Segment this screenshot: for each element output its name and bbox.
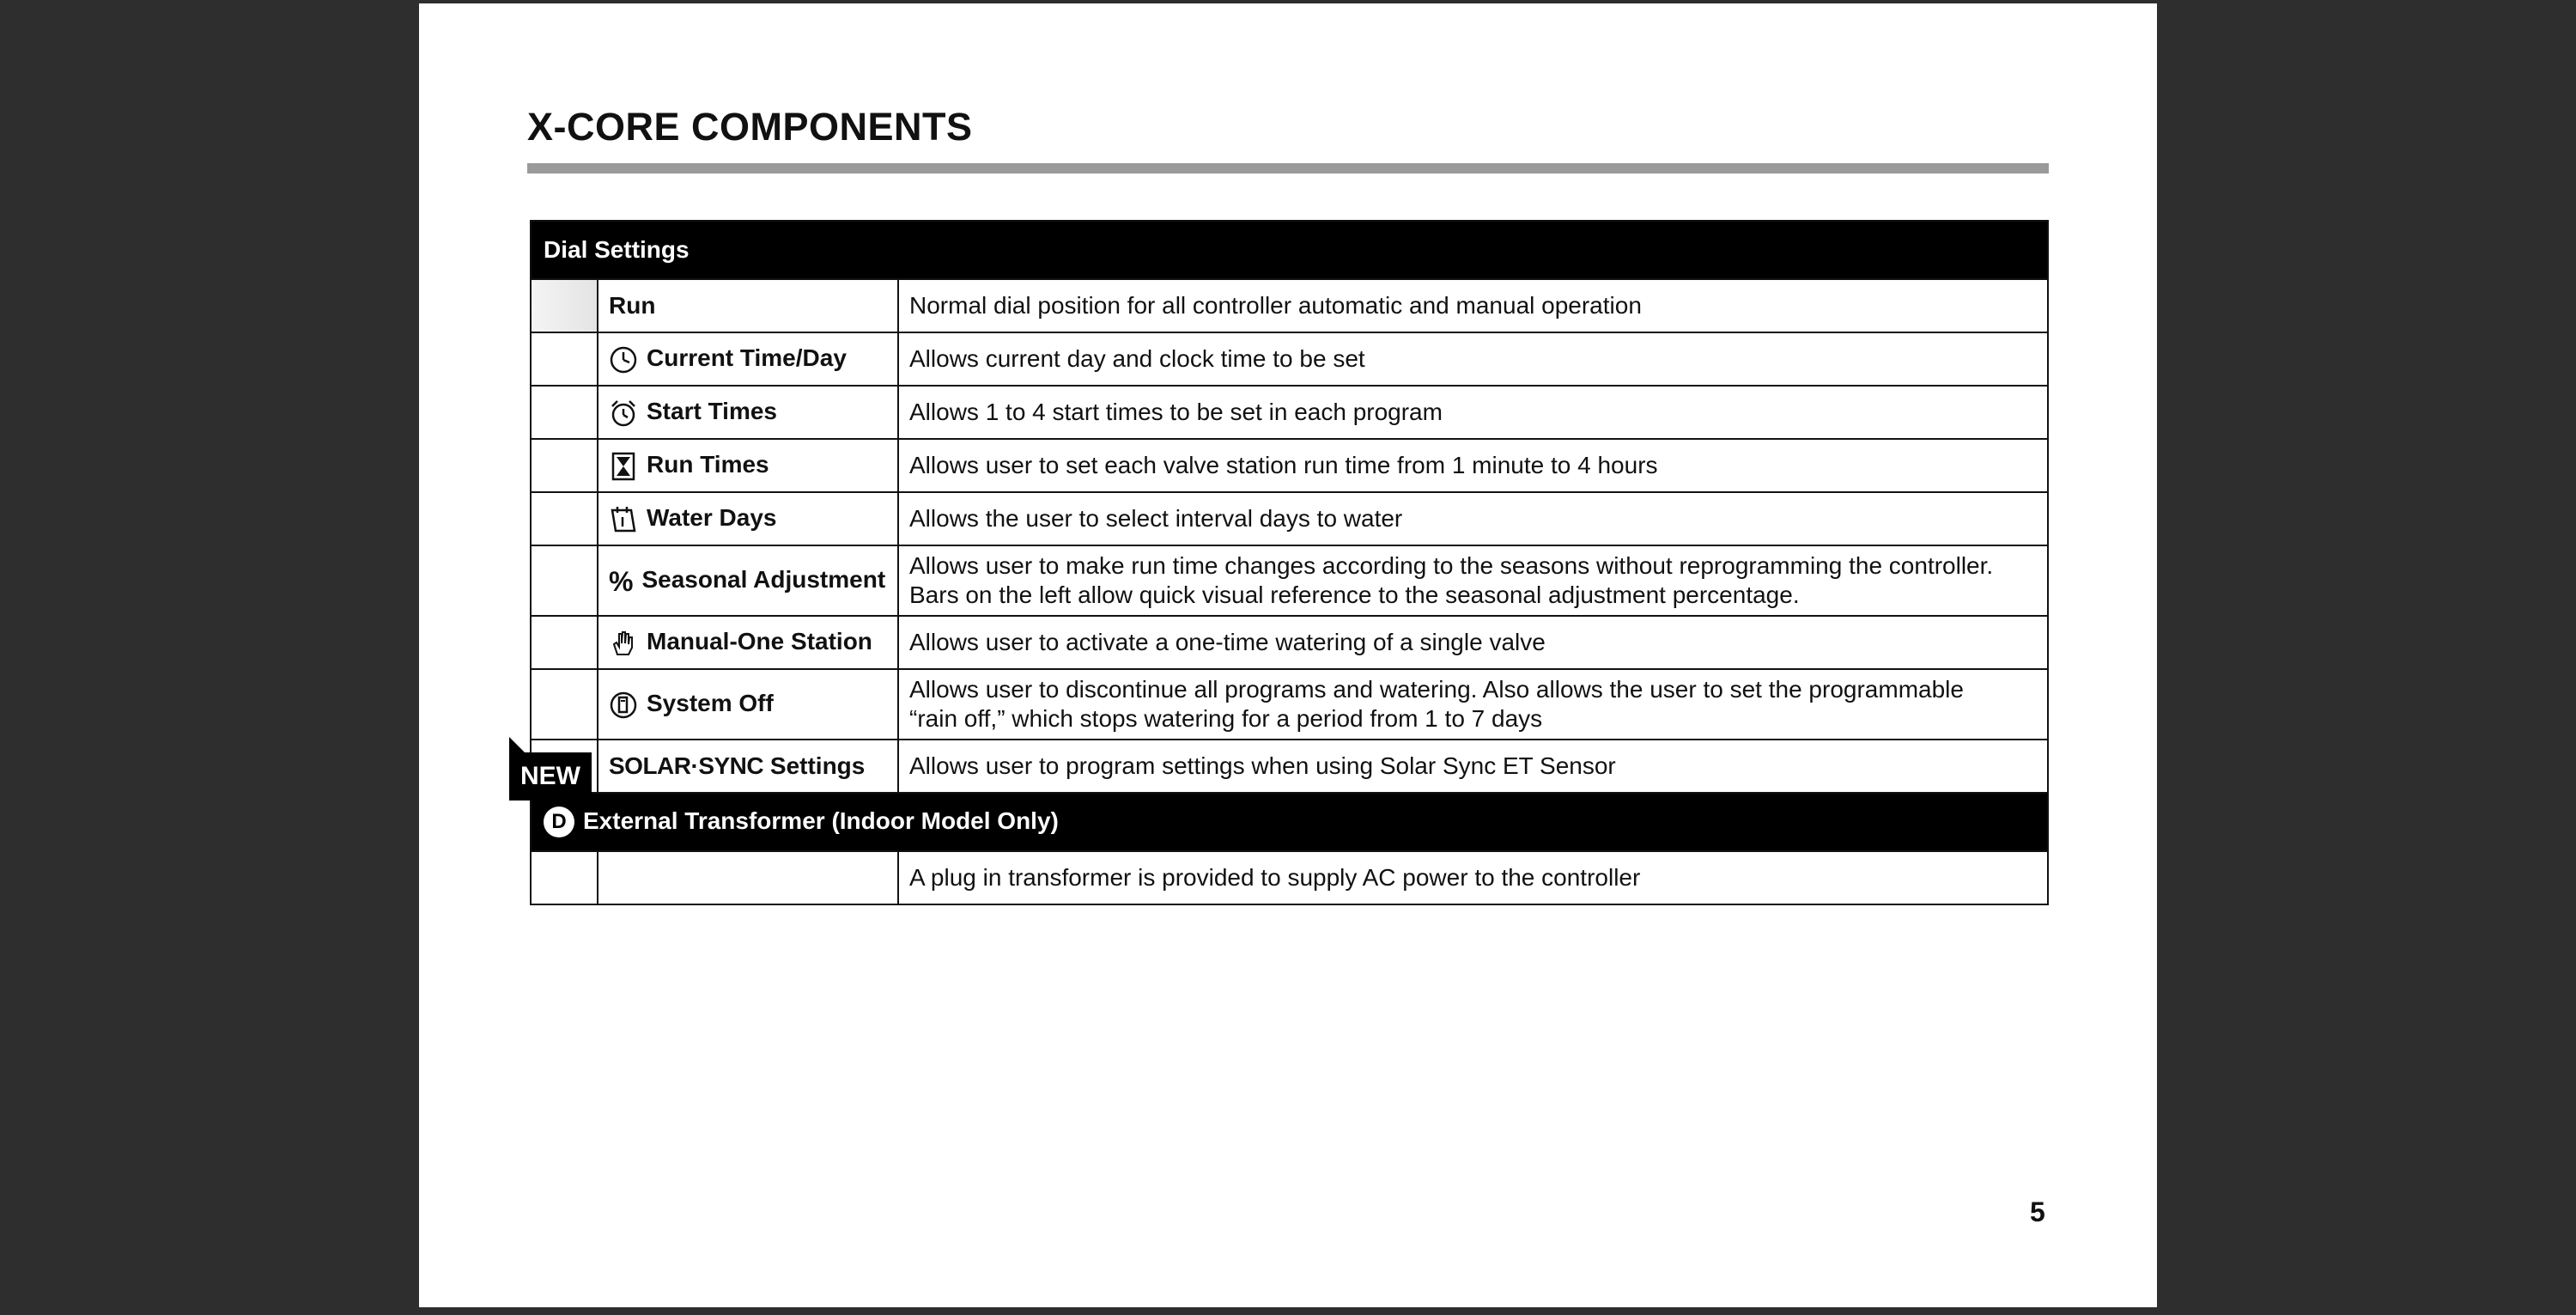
setting-description: Allows user to program settings when using Solar Sync ET Sensor [898,740,2048,793]
row-marker-cell [531,545,598,616]
description-line: “rain off,” which stops watering for a period from 1 to 7 days [909,705,1543,732]
section-title: Dial Settings [531,221,2048,279]
setting-label-cell [598,740,898,793]
table-row [531,851,2048,904]
setting-description: Allows the user to select interval days to water [898,492,2048,545]
section-letter-badge: D [544,807,574,837]
row-marker-cell [531,332,598,386]
setting-label: Run Times [647,451,769,478]
setting-label: Current Time/Day [647,344,847,372]
row-marker-cell [531,386,598,439]
percent-icon: % [609,565,634,597]
section-header-dial-settings [531,221,2048,279]
table-row [531,740,2048,793]
description-line: Bars on the left allow quick visual reference to the seasonal adjustment percentage. [909,581,1800,608]
table-row [531,439,2048,492]
document-page [419,3,2157,1307]
row-marker-cell [531,492,598,545]
setting-description [898,545,2048,616]
hand-icon [609,629,638,658]
setting-label-cell [598,439,898,492]
setting-description [898,669,2048,740]
setting-label [598,851,898,904]
new-badge: NEW [509,752,592,801]
components-table [530,220,2049,905]
section-header-external-transformer [531,793,2048,851]
setting-label: Water Days [647,504,777,532]
calendar-icon [609,505,638,534]
setting-description: Normal dial position for all controller automatic and manual operation [898,279,2048,332]
setting-description: Allows user to set each valve station run time from 1 minute to 4 hours [898,439,2048,492]
setting-label-cell [598,332,898,386]
setting-label-cell [598,386,898,439]
page-number: 5 [2030,1196,2045,1227]
description-line: Allows user to make run time changes according to the seasons without reprogramming the controller. [909,552,1994,579]
page-title: X-CORE COMPONENTS [527,105,973,149]
row-marker-cell [531,616,598,669]
clock-icon [609,345,638,374]
section-title-cell [531,793,2048,851]
description-line: Allows user to discontinue all programs and watering. Also allows the user to set the programmable [909,676,1964,703]
table-row [531,386,2048,439]
setting-label: Seasonal Adjustment [641,566,886,594]
table-row [531,279,2048,332]
setting-label: Start Times [647,398,777,425]
row-marker-cell [531,439,598,492]
setting-label-cell [598,616,898,669]
setting-description: A plug in transformer is provided to supply AC power to the controller [898,851,2048,904]
table-row [531,616,2048,669]
alarm-clock-icon [609,399,638,428]
hourglass-icon [609,452,638,481]
table-row [531,669,2048,740]
section-title: External Transformer (Indoor Model Only) [583,807,1059,834]
row-marker-cell [531,669,598,740]
setting-description: Allows 1 to 4 start times to be set in each program [898,386,2048,439]
setting-label-cell [598,545,898,616]
table-row [531,492,2048,545]
title-underline [527,163,2049,174]
row-marker-cell [531,851,598,904]
setting-description: Allows user to activate a one-time watering of a single valve [898,616,2048,669]
row-marker-cell [531,279,598,332]
setting-label: Manual-One Station [647,628,872,655]
power-off-icon [609,691,638,720]
table-row [531,332,2048,386]
setting-description: Allows current day and clock time to be set [898,332,2048,386]
table-row [531,545,2048,616]
setting-label: Settings [769,752,866,779]
setting-label-cell [598,669,898,740]
setting-label: Run [598,279,898,332]
setting-label-cell [598,492,898,545]
setting-label: System Off [647,690,774,717]
solar-sync-logo: SOLAR·SYNC [609,752,764,779]
